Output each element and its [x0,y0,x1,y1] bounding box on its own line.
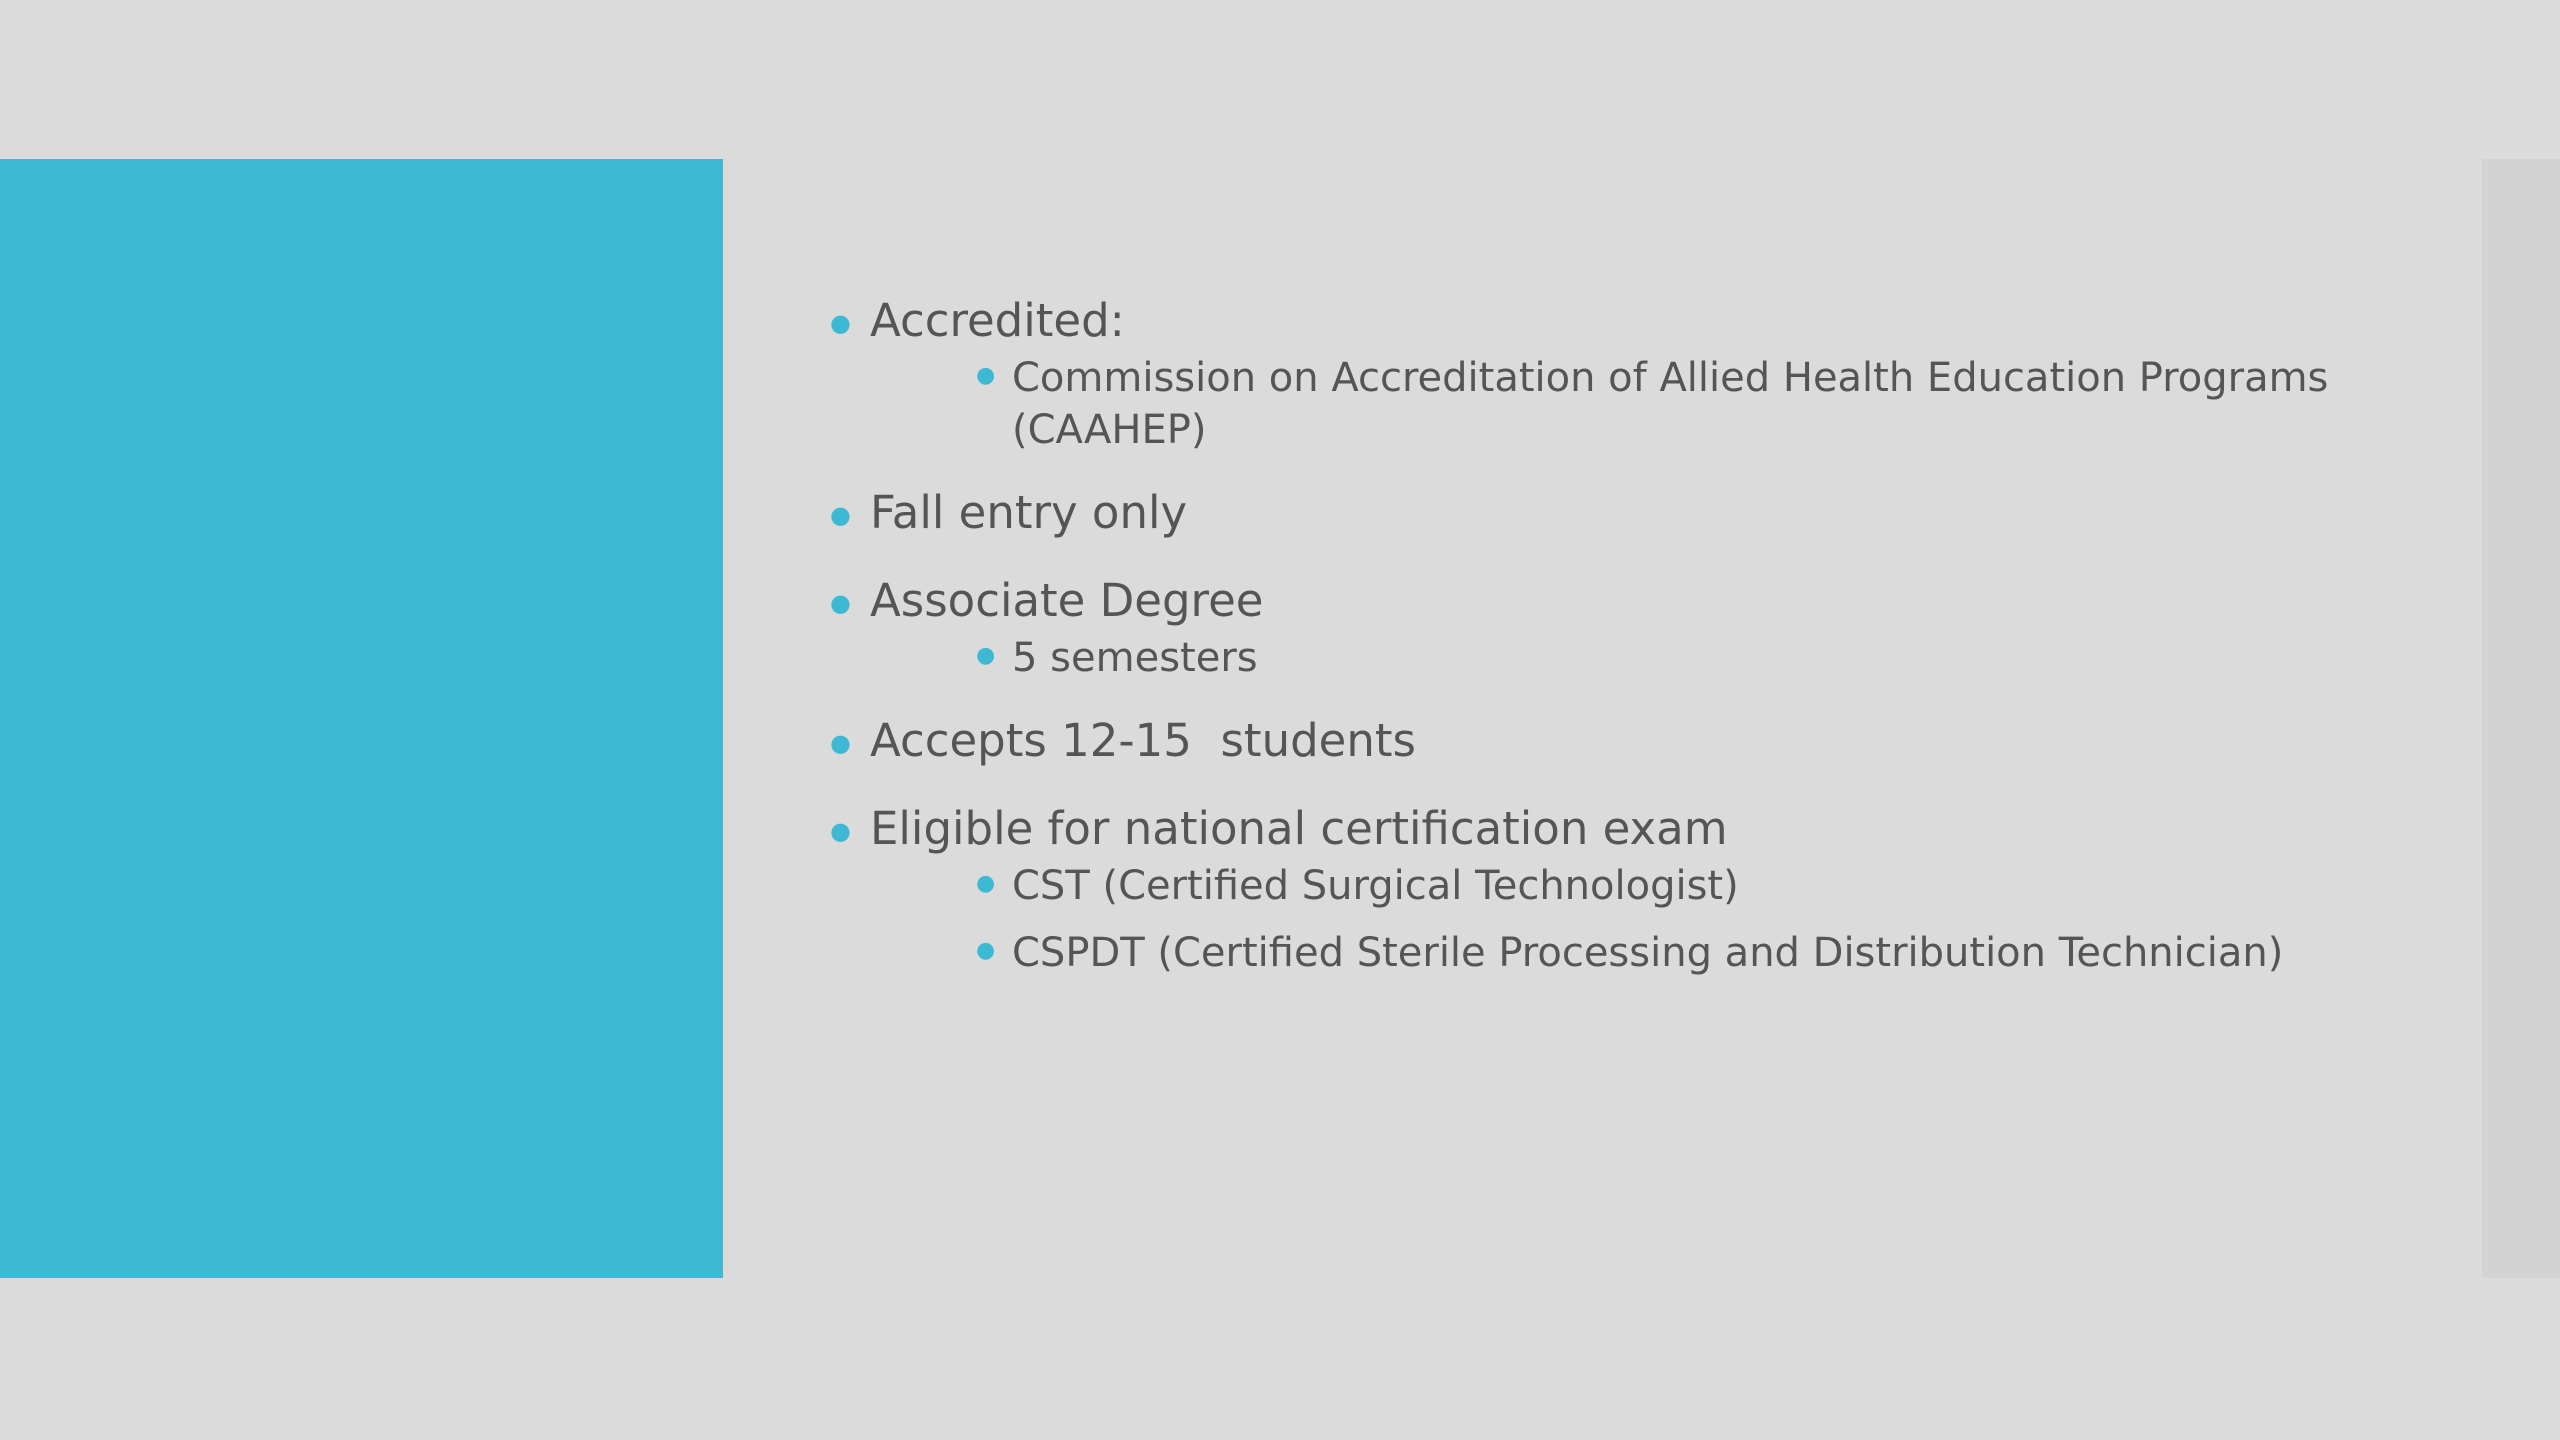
bullet-dot-icon: ● [830,817,851,845]
sub-item [976,632,2352,684]
bullet-item-certification [830,798,2330,979]
sub-bullet-dot-icon: ● [976,871,996,896]
sub-item [976,927,2352,979]
bullet-dot-icon: ● [830,501,851,529]
sub-item-text: CSPDT (Certified Sterile Processing and Distribution Technician) [1012,930,2284,976]
bullet-text: Associate Degree [870,574,1264,627]
sub-list [870,632,2330,684]
sub-bullet-dot-icon: ● [976,643,996,668]
bullet-text: Accredited: [870,294,1125,347]
bullet-dot-icon: ● [830,729,851,757]
bullet-text: Fall entry only [870,486,1188,539]
bullet-text: Accepts 12-15 students [870,714,1416,767]
bullet-dot-icon: ● [830,589,851,617]
sub-list [870,860,2330,979]
sub-item-text: Commission on Accreditation of Allied Health Education Programs (CAAHEP) [1012,355,2329,453]
sub-item [976,860,2352,912]
bullet-text: Eligible for national certification exam [870,802,1728,855]
sub-bullet-dot-icon: ● [976,938,996,963]
bullet-item-fall-entry [830,482,2330,544]
accent-panel [0,159,723,1278]
sub-list [870,352,2330,456]
sub-item-text: CST (Certified Surgical Technologist) [1012,863,1739,909]
sub-item [976,352,2352,456]
sub-bullet-dot-icon: ● [976,363,996,388]
bullet-list [830,290,2330,1005]
bullet-item-accepts-students [830,710,2330,772]
edge-panel [2482,159,2560,1278]
bullet-item-accredited [830,290,2330,456]
sub-item-text: 5 semesters [1012,635,1258,681]
bullet-dot-icon: ● [830,309,851,337]
bullet-item-associate-degree [830,570,2330,684]
